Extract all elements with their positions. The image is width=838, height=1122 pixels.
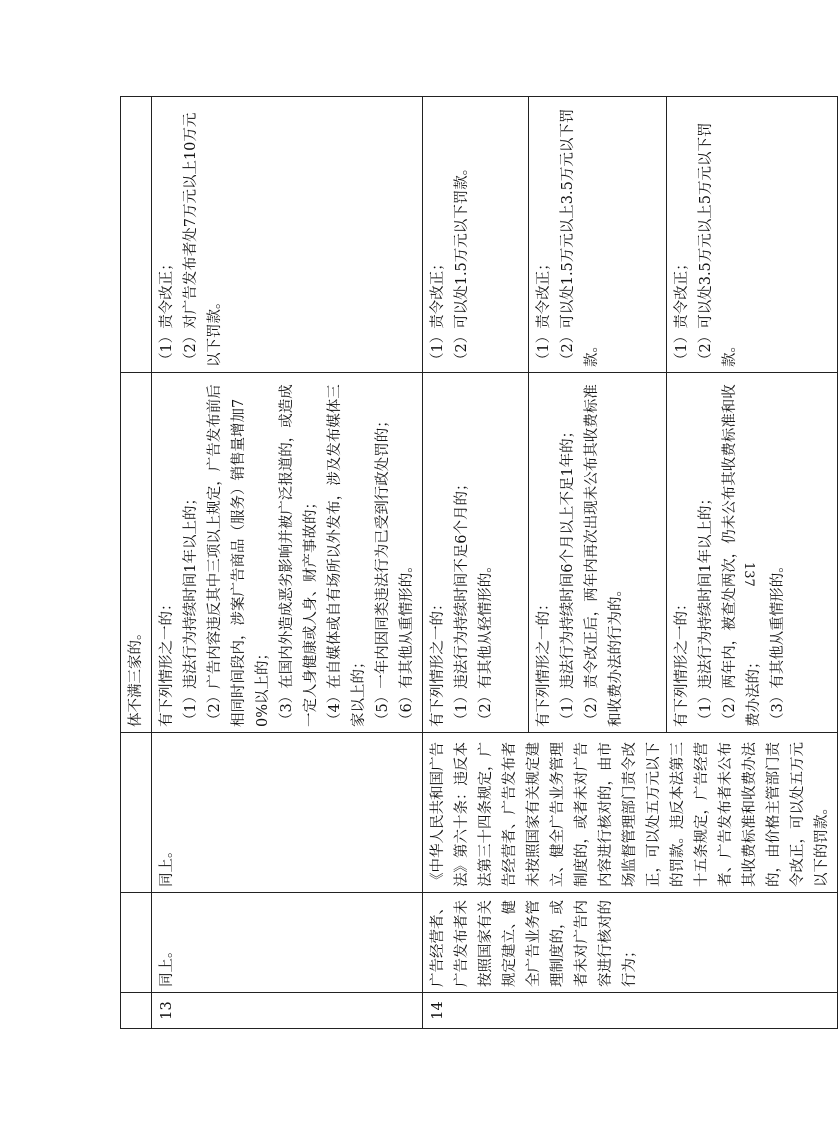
condition-cell-line: 有下列情形之一的： bbox=[159, 596, 175, 727]
table-row bbox=[423, 97, 529, 1029]
legal-basis-cell: 同上。 bbox=[152, 733, 423, 893]
condition-cell-line: 有下列情形之一的： bbox=[674, 596, 691, 727]
penalty-cell-line: （2）可以处3.5万元以上5万元以下罚款。 bbox=[698, 122, 739, 367]
condition-cell-line: （2）责令改正后，两年内再次出现未公布其收费标准和收费办法的行为的。 bbox=[584, 384, 625, 727]
violation-cell: 同上。 bbox=[152, 893, 423, 993]
row-number: 14 bbox=[423, 993, 838, 1029]
condition-cell bbox=[423, 373, 529, 733]
condition-cell-line: （5）一年内因同类违法行为已受到行政处罚的； bbox=[375, 413, 391, 727]
condition-cell-line: （1）违法行为持续时间不足6个月的； bbox=[454, 476, 470, 727]
penalty-cell-line: （1）责令改正； bbox=[430, 256, 446, 367]
condition-cell-line: （4）在自媒体或自有场所以外发布，涉及发布媒体三家以上的； bbox=[327, 384, 367, 727]
penalty-cell-line: （2）可以处1.5万元以上3.5万元以下罚款。 bbox=[560, 108, 601, 367]
penalty-cell-line: （2）可以处1.5万元以下罚款。 bbox=[454, 160, 470, 367]
condition-cell-line: 有下列情形之一的： bbox=[536, 596, 553, 727]
cont-penalty-cell bbox=[121, 97, 152, 373]
condition-cell-line: （3）有其他从重情形的。 bbox=[770, 558, 787, 727]
violation-cell: 广告经营者、广告发布者未按照国家有关规定建立、健全广告业务管理制度的，或者未对广告内容进行核对的行为； bbox=[423, 893, 838, 993]
legal-basis-cell: 《中华人民共和国广告法》第六十条：违反本法第三十四条规定，广告经营者、广告发布者未按照国家有关规定建立、健全广告业务管理制度的，或者未对广告内容进行核对的，由市场监督管理部门责令改正，可以处五万元以下的罚款。违反本法第三十五条规定，广告经营者、广告发布者未公布其收费标准和收费办法的，由价格主管部门责令改正，可以处五万元以下的罚款。 bbox=[423, 733, 838, 893]
cont-violation-cell bbox=[121, 893, 152, 993]
condition-cell-line: （1）违法行为持续时间1年以上的； bbox=[183, 491, 199, 727]
cont-num-cell bbox=[121, 993, 152, 1029]
condition-cell-line: （1）违法行为持续时间1年以上的； bbox=[698, 491, 715, 727]
penalty-standard-table bbox=[120, 96, 838, 1029]
condition-cell-line: （3）在国内外造成恶劣影响并被广泛报道的，或造成一定人身健康或人身、财产事故的； bbox=[279, 384, 319, 727]
row-number: 13 bbox=[152, 993, 423, 1029]
condition-cell-line: （6）有其他从重情形的。 bbox=[399, 558, 415, 727]
penalty-cell bbox=[667, 97, 838, 373]
cont-basis-cell bbox=[121, 733, 152, 893]
condition-cell bbox=[667, 373, 838, 733]
penalty-cell bbox=[529, 97, 667, 373]
condition-cell bbox=[152, 373, 423, 733]
penalty-cell bbox=[152, 97, 423, 373]
page-number: 137 bbox=[741, 562, 756, 587]
penalty-cell-line: （1）责令改正； bbox=[536, 256, 553, 367]
penalty-cell-line: （1）责令改正； bbox=[674, 256, 691, 367]
cont-condition-cell: 体不满三家的。 bbox=[121, 373, 152, 733]
condition-cell bbox=[529, 373, 667, 733]
table-row bbox=[152, 97, 423, 1029]
condition-cell-line: 有下列情形之一的： bbox=[430, 596, 446, 727]
penalty-cell bbox=[423, 97, 529, 373]
condition-cell-line: （2）两年内，被查处两次，仍未公布其收费标准和收费办法的； bbox=[722, 384, 763, 727]
condition-cell-line: （2）有其他从轻情形的。 bbox=[478, 558, 494, 727]
penalty-cell-line: （2）对广告发布者处7万元以上10万元以下罚款。 bbox=[183, 112, 223, 367]
penalty-cell-line: （1）责令改正； bbox=[159, 256, 175, 367]
continued-row bbox=[121, 97, 152, 1029]
condition-cell-line: （1）违法行为持续时间6个月以上不足1年的； bbox=[560, 423, 577, 727]
condition-cell-line: （2）广告内容违反其中三项以上规定，广告发布前后相同时间段内，涉案广告商品（服务）销售量增加70%以上的； bbox=[207, 384, 271, 727]
